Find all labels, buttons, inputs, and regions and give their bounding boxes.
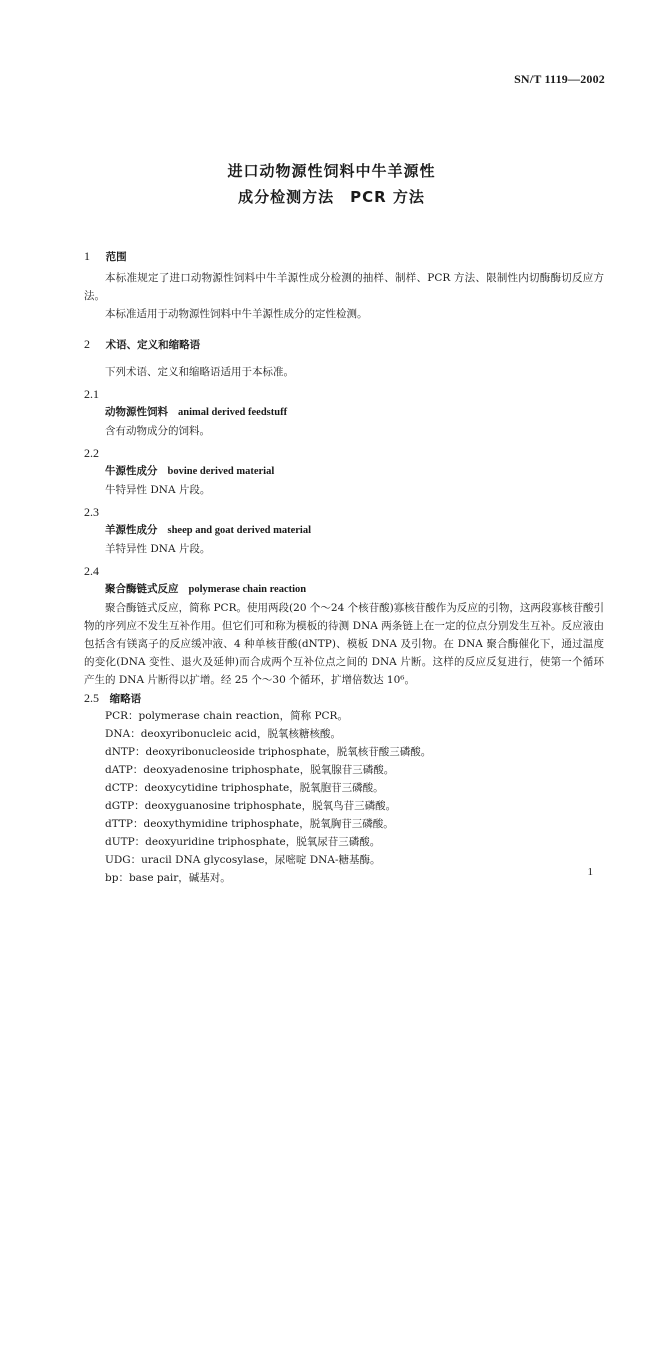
document-body [84, 247, 604, 887]
document-title-line1: 进口动物源性饲料中牛羊源性 [227, 162, 436, 180]
section-1-heading [84, 247, 604, 265]
list-item: dATP：deoxyadenosine triphosphate，脱氧腺苷三磷酸。 [105, 764, 395, 776]
section-title: 范围 [105, 251, 127, 263]
list-item: UDG：uracil DNA glycosylase，尿嘧啶 DNA-糖基酶。 [105, 854, 381, 866]
term-2-3-definition: 羊特异性 DNA 片段。 [105, 543, 211, 555]
term-chinese: 羊源性成分 [105, 524, 158, 536]
term-chinese: 牛源性成分 [105, 465, 158, 477]
term-2-1 [84, 403, 604, 422]
term-2-3-number: 2.3 [84, 505, 99, 519]
section-2-intro: 下列术语、定义和缩略语适用于本标准。 [105, 366, 294, 378]
list-item: PCR：polymerase chain reaction，简称 PCR。 [105, 710, 348, 722]
abbreviation-list [84, 707, 604, 887]
section-number: 2 [84, 337, 90, 351]
term-2-3 [84, 521, 604, 540]
section-number: 2.5 [84, 691, 99, 705]
list-item: bp：base pair，碱基对。 [105, 872, 231, 884]
list-item: dNTP：deoxyribonucleoside triphosphate，脱氧核苷酸三磷酸。 [105, 746, 432, 758]
section-number: 1 [84, 249, 90, 263]
page-number: 1 [587, 866, 593, 878]
term-2-4-number: 2.4 [84, 564, 99, 578]
term-english: bovine derived material [167, 466, 275, 477]
section-1-paragraph-2: 本标准适用于动物源性饲料中牛羊源性成分的定性检测。 [105, 308, 368, 320]
term-english: animal derived feedstuff [178, 407, 288, 418]
term-2-1-definition: 含有动物成分的饲料。 [105, 425, 210, 437]
term-2-2-definition: 牛特异性 DNA 片段。 [105, 484, 211, 496]
term-chinese: 聚合酶链式反应 [105, 583, 179, 595]
term-2-2-number: 2.2 [84, 446, 99, 460]
term-2-2 [84, 462, 604, 481]
term-english: polymerase chain reaction [188, 584, 307, 595]
term-2-4-definition: 聚合酶链式反应，简称 PCR。使用两段(20 个～24 个核苷酸)寡核苷酸作为反应的引物，这两段寡核苷酸引物的序列应不发生互补作用。但它们可和称为模板的待测 DNA 两条链上在一定的位点分别发生互补。反应液由包括含有镁离子的反应缓冲液、4 种单核苷酸(dNTP)、模板 DNA 及引物。在 DNA 聚合酶催化下，通过温度的变化(DNA 变性、退火及延伸)而合成两个互补位点之间的 DNA 片断。这样的反应反复进行，使第一个循环产生的 DNA 片断得以扩增。经 25 个～30 个循环，扩增倍数达 10⁶。 [84, 602, 604, 686]
section-2-5-heading [84, 689, 604, 707]
term-2-1-number: 2.1 [84, 387, 99, 401]
section-title: 术语、定义和缩略语 [105, 339, 201, 351]
section-1-paragraph-1: 本标准规定了进口动物源性饲料中牛羊源性成分检测的抽样、制样、PCR 方法、限制性内切酶酶切反应方法。 [84, 272, 604, 302]
term-chinese: 动物源性饲料 [105, 406, 168, 418]
document-title-line2: 成分检测方法 PCR 方法 [238, 188, 425, 206]
section-2-heading [84, 335, 604, 353]
document-code: SN/T 1119—2002 [514, 72, 605, 86]
term-english: sheep and goat derived material [167, 525, 311, 536]
section-title: 缩略语 [109, 693, 142, 705]
term-2-4 [84, 580, 604, 599]
list-item: DNA：deoxyribonucleic acid，脱氧核糖核酸。 [105, 728, 341, 740]
list-item: dTTP：deoxythymidine triphosphate，脱氧胸苷三磷酸。 [105, 818, 394, 830]
list-item: dUTP：deoxyuridine triphosphate，脱氧尿苷三磷酸。 [105, 836, 381, 848]
list-item: dCTP：deoxycytidine triphosphate，脱氧胞苷三磷酸。 [105, 782, 384, 794]
list-item: dGTP：deoxyguanosine triphosphate，脱氧鸟苷三磷酸。 [105, 800, 397, 812]
